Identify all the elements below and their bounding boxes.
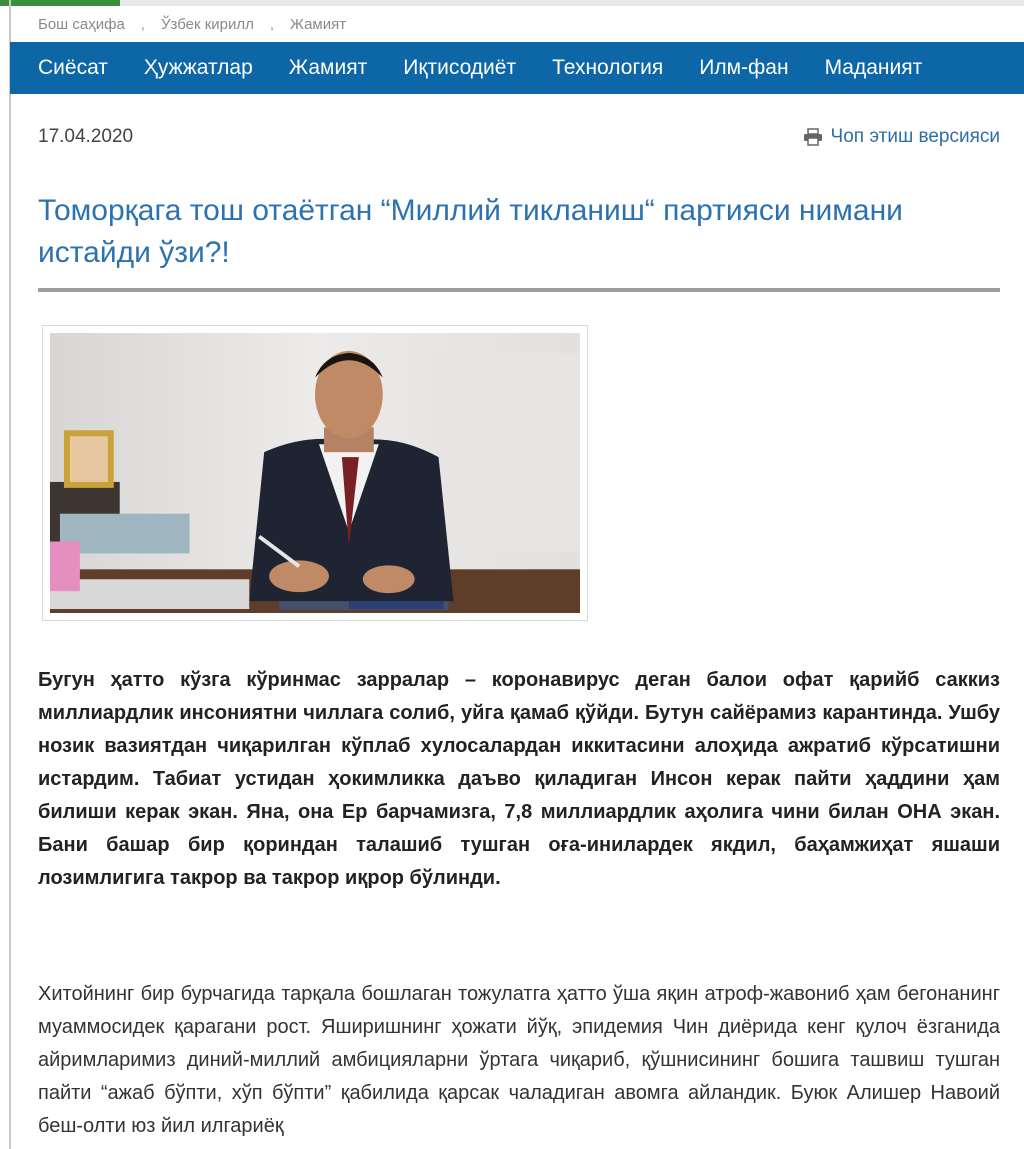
photo-illustration [50,333,580,613]
nav-item-society[interactable]: Жамият [288,56,368,79]
nav-item-culture[interactable]: Маданият [824,56,923,79]
page-left-border [9,0,11,1149]
breadcrumb-separator: , [269,15,275,33]
nav-item-economy[interactable]: Иқтисодиёт [403,56,517,79]
article-meta [38,120,1000,154]
breadcrumb-separator: , [140,15,145,33]
breadcrumb [38,12,346,36]
browser-top-strip [0,0,1024,6]
breadcrumb-language[interactable]: Ўзбек кирилл [160,15,254,33]
main-nav [10,42,1024,94]
nav-item-science[interactable]: Илм-фан [699,56,789,79]
article-photo [42,325,588,621]
title-divider [38,288,1000,292]
breadcrumb-home[interactable]: Бош саҳифа [38,15,125,33]
article-title: Томорқага тош отаётган “Миллий тикланиш“ партияси нимани истайди ўзи?! [38,194,903,269]
print-version-label: Чоп этиш версияси [830,126,1000,147]
nav-item-documents[interactable]: Ҳужжатлар [143,56,253,79]
article-lead: Бугун ҳатто кўзга кўринмас зарралар – коронавирус деган балои офат қарийб саккиз миллиардлик инсониятни чиллага солиб, уйга қамаб қўйди. Бутун сайёрамиз карантинда. Ушбу нозик вазиятдан чиқарилган кўплаб хулосалардан иккитасини алоҳида ажратиб кўрсатишни истардим. Табиат устидан ҳокимликка даъво қиладиган Инсон керак пайти ҳаддини ҳам билиши керак экан. Яна, она Ер барчамизга, 7,8 миллиардлик аҳолига чини билан ОНА экан. Бани башар бир қориндан талашиб тушган оға-инилардек якдил, баҳамжиҳат яшаши лозимлигига такрор ва такрор иқрор бўлинди. [38,669,1000,889]
article-body: Хитойнинг бир бурчагида тарқала бошлаган тожулатга ҳатто ўша яқин атроф-жавониб ҳам бегонанинг муаммосидек қарагани рост. Яширишнинг ҳожати йўқ, эпидемия Чин диёрида кенг қулоч ёзганида айримларимиз диний-миллий амбицияларни ўртага чиқариб, қўшнисининг бошига ташвиш тушган пайти “ажаб бўпти, хўп бўпти” қабилида қарсак чаладиган авомга айландик. Буюк Алишер Навоий беш-олти юз йил илгариёқ [38,983,1000,1137]
nav-item-politics[interactable]: Сиёсат [38,56,108,79]
flag-strip [0,0,120,6]
nav-item-technology[interactable]: Технология [552,56,664,79]
breadcrumb-section[interactable]: Жамият [290,15,347,33]
print-version-link[interactable] [803,126,1000,148]
printer-icon [803,128,823,146]
article-date: 17.04.2020 [38,126,134,147]
